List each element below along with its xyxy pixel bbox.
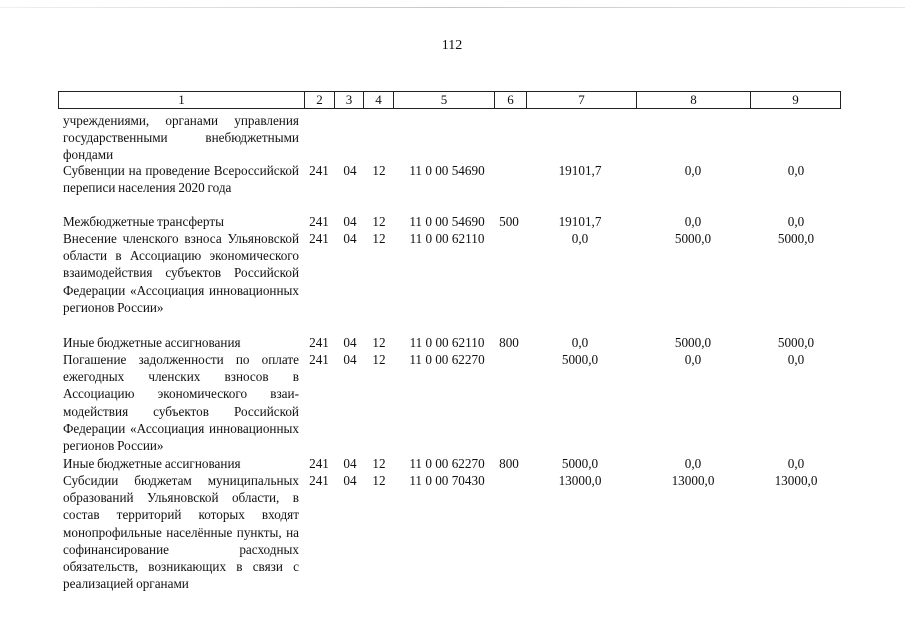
cell-col2: 241	[309, 163, 329, 178]
cell-col8: 13000,0	[671, 473, 715, 488]
cell-col3: 04	[343, 335, 357, 350]
cell-col5: 11 0 00 62110	[409, 335, 485, 350]
cell-col4: 12	[372, 163, 386, 178]
cell-col4: 12	[372, 456, 386, 471]
header-cell-5: 5	[440, 92, 448, 107]
cell-col7: 0,0	[571, 335, 589, 350]
header-cell-1: 1	[178, 92, 185, 107]
cell-col3: 04	[343, 473, 357, 488]
cell-col3: 04	[343, 163, 357, 178]
cell-col7: 5000,0	[561, 456, 599, 471]
cell-col2: 241	[309, 456, 329, 471]
scan-top-edge	[0, 7, 905, 8]
cell-col4: 12	[372, 473, 386, 488]
cell-col5: 11 0 00 62110	[409, 231, 485, 246]
cell-col7: 19101,7	[558, 163, 602, 178]
cell-col8: 0,0	[684, 163, 702, 178]
row-description: Иные бюджетные ассигнования	[63, 335, 241, 350]
header-cell-2: 2	[316, 92, 323, 107]
cell-col5: 11 0 00 54690	[409, 214, 485, 229]
cell-col6: 800	[499, 335, 519, 350]
header-cell-8: 8	[690, 92, 697, 107]
header-cell-7: 7	[578, 92, 585, 107]
cell-col2: 241	[309, 231, 329, 246]
cell-col9: 0,0	[787, 163, 805, 178]
cell-col5: 11 0 00 62270	[409, 352, 485, 367]
cell-col4: 12	[372, 214, 386, 229]
cell-col9: 13000,0	[774, 473, 818, 488]
cell-col2: 241	[309, 352, 329, 367]
cell-col9: 5000,0	[777, 335, 815, 350]
cell-col6: 800	[499, 456, 519, 471]
cell-col8: 0,0	[684, 214, 702, 229]
cell-col7: 5000,0	[561, 352, 599, 367]
cell-col7: 13000,0	[558, 473, 602, 488]
cell-col8: 0,0	[684, 352, 702, 367]
cell-col4: 12	[372, 231, 386, 246]
header-cell-9: 9	[792, 92, 799, 107]
row-description: Внесение членского взноса Ульяновской области в Ассоциацию экономического взаимодействия субъектов Российской Федерации «Ассоциация инновационных регионов России»	[63, 231, 299, 315]
cell-col9: 0,0	[787, 214, 805, 229]
page-number: 112	[441, 38, 463, 53]
row-description: Субсидии бюджетам муниципальных образований Ульяновской области, в состав территорий которых входят монопрофильные населённые пункты, на софинансирование расходных обязательств, возникающих в связи с реализацией органами	[63, 473, 299, 592]
cell-col8: 5000,0	[674, 335, 712, 350]
cell-col9: 5000,0	[777, 231, 815, 246]
cell-col6: 500	[499, 214, 519, 229]
cell-col3: 04	[343, 352, 357, 367]
cell-col4: 12	[372, 335, 386, 350]
row-description: Межбюджетные трансферты	[63, 214, 224, 229]
row-description: учреждениями, органами управления государственными внебюджетными фондами	[63, 113, 299, 163]
cell-col5: 11 0 00 54690	[409, 163, 485, 178]
cell-col8: 5000,0	[674, 231, 712, 246]
table-header	[58, 91, 841, 109]
cell-col3: 04	[343, 456, 357, 471]
row-description: Иные бюджетные ассигнования	[63, 456, 241, 471]
cell-col7: 19101,7	[558, 214, 602, 229]
cell-col2: 241	[309, 214, 329, 229]
row-description: Погашение задолженности по оплате ежегодных членских взносов в Ассоциацию экономического взаимодействия субъектов Российской Федерации «Ассоциация инновационных регионов России»	[63, 352, 299, 454]
cell-col5: 11 0 00 62270	[409, 456, 485, 471]
cell-col3: 04	[343, 214, 357, 229]
cell-col3: 04	[343, 231, 357, 246]
cell-col2: 241	[309, 335, 329, 350]
cell-col5: 11 0 00 70430	[409, 473, 485, 488]
cell-col8: 0,0	[684, 456, 702, 471]
cell-col2: 241	[309, 473, 329, 488]
header-cell-3: 3	[345, 92, 353, 107]
cell-col9: 0,0	[787, 456, 805, 471]
header-cell-6: 6	[507, 92, 514, 107]
header-cell-4: 4	[375, 92, 382, 107]
row-description: Субвенции на проведение Всероссийской переписи населения 2020 года	[63, 163, 299, 196]
cell-col4: 12	[372, 352, 386, 367]
cell-col9: 0,0	[787, 352, 805, 367]
cell-col7: 0,0	[571, 231, 589, 246]
